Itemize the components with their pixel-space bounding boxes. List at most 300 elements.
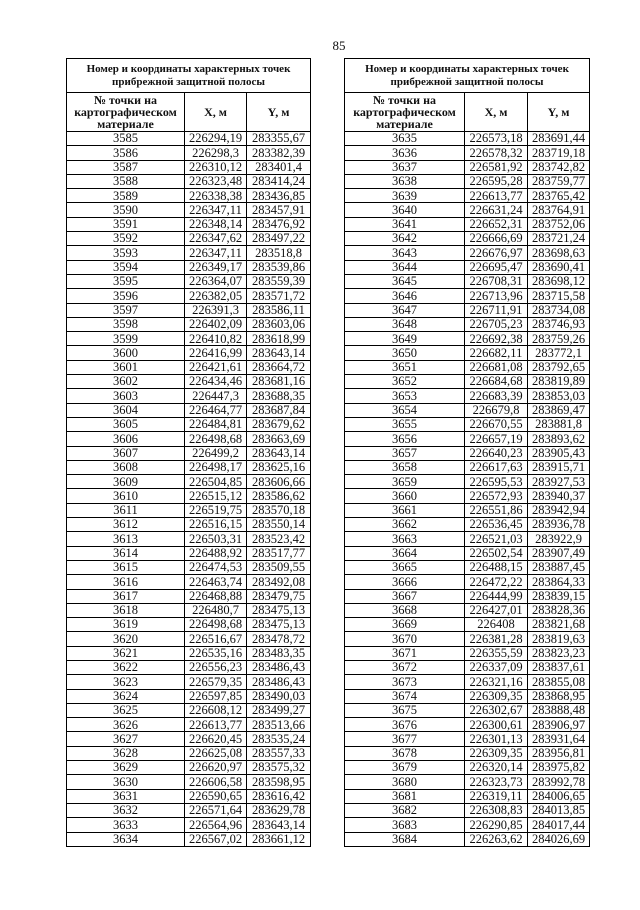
cell-x: 226347,62 bbox=[184, 232, 246, 245]
cell-x: 226347,11 bbox=[184, 246, 246, 259]
cell-y: 284026,69 bbox=[527, 833, 589, 846]
cell-x: 226447,3 bbox=[184, 389, 246, 402]
cell-point-number: 3639 bbox=[392, 189, 417, 203]
cell-y: 283837,61 bbox=[527, 661, 589, 674]
cell-y: 283881,8 bbox=[527, 418, 589, 431]
cell-point-number: 3611 bbox=[113, 503, 138, 518]
cell-point-number: 3588 bbox=[113, 174, 138, 189]
cell-x: 226320,14 bbox=[464, 761, 527, 774]
table-row bbox=[345, 603, 589, 617]
table-title bbox=[345, 59, 589, 92]
table-row bbox=[67, 760, 310, 774]
cell-x: 226349,17 bbox=[184, 261, 246, 274]
cell-y: 283492,08 bbox=[246, 575, 310, 588]
cell-y: 283931,64 bbox=[527, 732, 589, 745]
header-point-number-line: материале bbox=[376, 117, 433, 131]
cell-x: 226708,31 bbox=[464, 275, 527, 288]
cell-y: 283821,68 bbox=[527, 618, 589, 631]
cell-point-number: 3595 bbox=[113, 274, 138, 289]
cell-point-number: 3659 bbox=[392, 475, 417, 489]
cell-x: 226692,38 bbox=[464, 332, 527, 345]
cell-x: 226464,77 bbox=[184, 404, 246, 417]
table-row bbox=[67, 260, 310, 274]
cell-y: 283490,03 bbox=[246, 690, 310, 703]
cell-x: 226705,23 bbox=[464, 318, 527, 331]
table-row bbox=[67, 345, 310, 359]
table-row bbox=[345, 274, 589, 288]
cell-y: 283401,4 bbox=[246, 161, 310, 174]
cell-point-number: 3600 bbox=[113, 346, 138, 360]
cell-point-number: 3608 bbox=[113, 460, 138, 475]
cell-y: 283772,1 bbox=[527, 346, 589, 359]
table-row bbox=[345, 674, 589, 688]
cell-x: 226263,62 bbox=[464, 833, 527, 846]
cell-x: 226670,55 bbox=[464, 418, 527, 431]
cell-x: 226620,45 bbox=[184, 732, 246, 745]
cell-point-number: 3681 bbox=[392, 789, 417, 803]
cell-point-number: 3617 bbox=[113, 589, 138, 603]
table-row bbox=[345, 574, 589, 588]
table-row bbox=[345, 303, 589, 317]
cell-point-number: 3684 bbox=[392, 832, 417, 846]
table-row bbox=[345, 174, 589, 188]
table-row bbox=[345, 646, 589, 660]
cell-point-number: 3629 bbox=[113, 761, 138, 775]
cell-point-number: 3638 bbox=[392, 174, 417, 189]
cell-y: 283823,23 bbox=[527, 647, 589, 660]
header-x: X, м bbox=[184, 93, 246, 131]
cell-x: 226416,99 bbox=[184, 346, 246, 359]
header-y: Y, м bbox=[246, 93, 310, 131]
cell-y: 283509,55 bbox=[246, 561, 310, 574]
cell-x: 226408 bbox=[464, 618, 527, 631]
table-row bbox=[345, 774, 589, 788]
cell-point-number: 3604 bbox=[113, 403, 138, 417]
cell-point-number: 3642 bbox=[392, 232, 417, 246]
cell-x: 226337,09 bbox=[464, 661, 527, 674]
cell-point-number: 3586 bbox=[113, 146, 138, 160]
table-row bbox=[345, 145, 589, 159]
page-number: 85 bbox=[332, 38, 346, 53]
cell-point-number: 3619 bbox=[113, 618, 138, 632]
cell-point-number: 3630 bbox=[113, 775, 138, 789]
cell-y: 284013,85 bbox=[527, 804, 589, 817]
table-title-row bbox=[67, 59, 310, 92]
table-row bbox=[345, 660, 589, 674]
table-row bbox=[345, 217, 589, 231]
cell-point-number: 3596 bbox=[113, 289, 138, 303]
table-row bbox=[67, 431, 310, 445]
cell-y: 283893,62 bbox=[527, 432, 589, 445]
cell-x: 226521,03 bbox=[464, 532, 527, 545]
cell-point-number: 3603 bbox=[113, 389, 138, 403]
cell-point-number: 3598 bbox=[113, 317, 138, 332]
cell-y: 283661,12 bbox=[246, 833, 310, 846]
cell-y: 283616,42 bbox=[246, 790, 310, 803]
table-row bbox=[345, 832, 589, 846]
cell-y: 283586,11 bbox=[246, 304, 310, 317]
table-row bbox=[345, 689, 589, 703]
cell-y: 283575,32 bbox=[246, 761, 310, 774]
cell-point-number: 3624 bbox=[113, 689, 138, 703]
cell-point-number: 3620 bbox=[113, 632, 138, 646]
cell-y: 283557,33 bbox=[246, 747, 310, 760]
table-row bbox=[345, 517, 589, 531]
cell-y: 283486,43 bbox=[246, 675, 310, 688]
cell-y: 283663,69 bbox=[246, 432, 310, 445]
cell-x: 226676,97 bbox=[464, 246, 527, 259]
table-row bbox=[67, 789, 310, 803]
cell-y: 283382,39 bbox=[246, 146, 310, 159]
table-row bbox=[345, 260, 589, 274]
table-row bbox=[67, 503, 310, 517]
cell-y: 283956,81 bbox=[527, 747, 589, 760]
cell-point-number: 3591 bbox=[113, 217, 138, 232]
cell-x: 226573,18 bbox=[464, 132, 527, 145]
cell-x: 226556,23 bbox=[184, 661, 246, 674]
cell-point-number: 3666 bbox=[392, 575, 417, 589]
cell-point-number: 3667 bbox=[392, 589, 417, 603]
cell-y: 283687,84 bbox=[246, 404, 310, 417]
cell-point-number: 3664 bbox=[392, 546, 417, 560]
table-title-line: прибрежной защитной полосы bbox=[112, 75, 265, 88]
header-x: X, м bbox=[464, 93, 527, 131]
cell-x: 226472,22 bbox=[464, 575, 527, 588]
cell-y: 283664,72 bbox=[246, 361, 310, 374]
cell-y: 283476,92 bbox=[246, 218, 310, 231]
cell-point-number: 3647 bbox=[392, 303, 417, 317]
table-row bbox=[345, 589, 589, 603]
cell-y: 283940,37 bbox=[527, 489, 589, 502]
table-row bbox=[345, 631, 589, 645]
cell-point-number: 3599 bbox=[113, 332, 138, 346]
cell-x: 226683,39 bbox=[464, 389, 527, 402]
cell-x: 226595,28 bbox=[464, 175, 527, 188]
cell-point-number: 3674 bbox=[392, 689, 417, 703]
table-row bbox=[67, 603, 310, 617]
cell-y: 283839,15 bbox=[527, 590, 589, 603]
cell-x: 226402,09 bbox=[184, 318, 246, 331]
cell-x: 226640,23 bbox=[464, 447, 527, 460]
cell-point-number: 3609 bbox=[113, 475, 138, 489]
table-title-line: Номер и координаты характерных точек bbox=[86, 63, 291, 75]
cell-y: 283698,63 bbox=[527, 246, 589, 259]
cell-point-number: 3677 bbox=[392, 732, 417, 746]
cell-x: 226536,45 bbox=[464, 518, 527, 531]
cell-y: 283436,85 bbox=[246, 189, 310, 202]
table-row bbox=[67, 274, 310, 288]
cell-point-number: 3673 bbox=[392, 675, 417, 689]
cell-y: 283478,72 bbox=[246, 632, 310, 645]
table-row bbox=[345, 703, 589, 717]
cell-x: 226319,11 bbox=[464, 790, 527, 803]
cell-point-number: 3668 bbox=[392, 603, 417, 618]
cell-point-number: 3669 bbox=[392, 618, 417, 632]
cell-point-number: 3631 bbox=[113, 789, 138, 803]
cell-y: 283486,43 bbox=[246, 661, 310, 674]
cell-point-number: 3665 bbox=[392, 560, 417, 575]
cell-y: 283497,22 bbox=[246, 232, 310, 245]
cell-y: 283479,75 bbox=[246, 590, 310, 603]
table-row bbox=[345, 160, 589, 174]
cell-point-number: 3663 bbox=[392, 532, 417, 546]
table-row bbox=[345, 717, 589, 731]
cell-x: 226309,35 bbox=[464, 747, 527, 760]
cell-point-number: 3656 bbox=[392, 432, 417, 446]
cell-x: 226666,69 bbox=[464, 232, 527, 245]
table-header-row bbox=[67, 92, 310, 131]
cell-x: 226657,19 bbox=[464, 432, 527, 445]
table-row bbox=[67, 202, 310, 216]
cell-point-number: 3671 bbox=[392, 646, 417, 660]
cell-x: 226463,74 bbox=[184, 575, 246, 588]
cell-y: 283942,94 bbox=[527, 504, 589, 517]
table-row bbox=[345, 417, 589, 431]
table-row bbox=[345, 503, 589, 517]
cell-y: 283869,47 bbox=[527, 404, 589, 417]
table-row bbox=[67, 703, 310, 717]
cell-y: 283752,06 bbox=[527, 218, 589, 231]
table-row bbox=[67, 817, 310, 831]
cell-x: 226617,63 bbox=[464, 461, 527, 474]
table-row bbox=[67, 231, 310, 245]
cell-y: 283759,77 bbox=[527, 175, 589, 188]
cell-y: 283679,62 bbox=[246, 418, 310, 431]
table-row bbox=[67, 774, 310, 788]
cell-x: 226578,32 bbox=[464, 146, 527, 159]
cell-point-number: 3589 bbox=[113, 189, 138, 203]
header-point-number bbox=[67, 93, 184, 131]
table-row bbox=[345, 431, 589, 445]
table-row bbox=[67, 374, 310, 388]
cell-x: 226498,68 bbox=[184, 618, 246, 631]
cell-point-number: 3662 bbox=[392, 518, 417, 532]
cell-point-number: 3646 bbox=[392, 289, 417, 303]
cell-x: 226434,46 bbox=[184, 375, 246, 388]
cell-point-number: 3594 bbox=[113, 260, 138, 274]
table-row bbox=[345, 188, 589, 202]
table-row bbox=[67, 174, 310, 188]
cell-point-number: 3636 bbox=[392, 146, 417, 160]
cell-y: 283517,77 bbox=[246, 547, 310, 560]
table-row bbox=[345, 245, 589, 259]
cell-y: 284006,65 bbox=[527, 790, 589, 803]
cell-point-number: 3672 bbox=[392, 660, 417, 675]
table-row bbox=[345, 474, 589, 488]
table-title-row bbox=[345, 59, 589, 92]
table-row bbox=[67, 574, 310, 588]
table-row bbox=[67, 660, 310, 674]
cell-y: 283975,82 bbox=[527, 761, 589, 774]
cell-x: 226302,67 bbox=[464, 704, 527, 717]
cell-point-number: 3651 bbox=[392, 360, 417, 375]
cell-x: 226427,01 bbox=[464, 604, 527, 617]
cell-x: 226551,86 bbox=[464, 504, 527, 517]
cell-point-number: 3585 bbox=[113, 132, 138, 146]
cell-x: 226323,73 bbox=[464, 775, 527, 788]
cell-x: 226321,16 bbox=[464, 675, 527, 688]
table-row bbox=[345, 488, 589, 502]
cell-y: 283927,53 bbox=[527, 475, 589, 488]
cell-point-number: 3652 bbox=[392, 375, 417, 389]
table-row bbox=[67, 589, 310, 603]
cell-y: 283715,58 bbox=[527, 289, 589, 302]
cell-point-number: 3612 bbox=[113, 518, 138, 532]
cell-point-number: 3649 bbox=[392, 332, 417, 346]
cell-y: 283746,93 bbox=[527, 318, 589, 331]
cell-point-number: 3644 bbox=[392, 260, 417, 274]
cell-point-number: 3623 bbox=[113, 675, 138, 689]
table-row bbox=[67, 717, 310, 731]
cell-y: 283598,95 bbox=[246, 775, 310, 788]
header-y: Y, м bbox=[527, 93, 589, 131]
cell-point-number: 3675 bbox=[392, 703, 417, 718]
cell-x: 226347,11 bbox=[184, 203, 246, 216]
cell-x: 226682,11 bbox=[464, 346, 527, 359]
cell-x: 226567,02 bbox=[184, 833, 246, 846]
cell-point-number: 3592 bbox=[113, 232, 138, 246]
cell-x: 226572,93 bbox=[464, 489, 527, 502]
table-row bbox=[345, 731, 589, 745]
cell-x: 226620,97 bbox=[184, 761, 246, 774]
cell-x: 226652,31 bbox=[464, 218, 527, 231]
cell-point-number: 3635 bbox=[392, 132, 417, 146]
cell-y: 283792,65 bbox=[527, 361, 589, 374]
table-row bbox=[67, 331, 310, 345]
cell-x: 226597,85 bbox=[184, 690, 246, 703]
cell-y: 283819,89 bbox=[527, 375, 589, 388]
table-row bbox=[67, 560, 310, 574]
cell-y: 283742,82 bbox=[527, 161, 589, 174]
cell-point-number: 3633 bbox=[113, 818, 138, 832]
cell-y: 284017,44 bbox=[527, 818, 589, 831]
cell-x: 226695,47 bbox=[464, 261, 527, 274]
cell-point-number: 3625 bbox=[113, 703, 138, 718]
table-row bbox=[345, 546, 589, 560]
cell-x: 226382,05 bbox=[184, 289, 246, 302]
cell-y: 283603,06 bbox=[246, 318, 310, 331]
cell-point-number: 3653 bbox=[392, 389, 417, 403]
table-row bbox=[67, 546, 310, 560]
cell-y: 283513,66 bbox=[246, 718, 310, 731]
table-row bbox=[67, 303, 310, 317]
cell-x: 226290,85 bbox=[464, 818, 527, 831]
table-row bbox=[67, 317, 310, 331]
cell-y: 283853,03 bbox=[527, 389, 589, 402]
cell-x: 226595,53 bbox=[464, 475, 527, 488]
cell-x: 226499,2 bbox=[184, 447, 246, 460]
cell-y: 283868,95 bbox=[527, 690, 589, 703]
header-point-number-line: № точки на bbox=[373, 93, 436, 107]
cell-point-number: 3621 bbox=[113, 646, 138, 660]
cell-y: 283907,49 bbox=[527, 547, 589, 560]
table-row bbox=[345, 317, 589, 331]
table-row bbox=[67, 674, 310, 688]
table-row bbox=[67, 145, 310, 159]
cell-point-number: 3679 bbox=[392, 761, 417, 775]
cell-point-number: 3605 bbox=[113, 417, 138, 432]
cell-point-number: 3657 bbox=[392, 446, 417, 460]
table-row bbox=[67, 388, 310, 402]
table-row bbox=[345, 460, 589, 474]
cell-x: 226498,17 bbox=[184, 461, 246, 474]
cell-x: 226298,3 bbox=[184, 146, 246, 159]
cell-x: 226516,67 bbox=[184, 632, 246, 645]
cell-x: 226498,68 bbox=[184, 432, 246, 445]
cell-x: 226581,92 bbox=[464, 161, 527, 174]
table-title-line: Номер и координаты характерных точек bbox=[365, 63, 569, 75]
cell-point-number: 3655 bbox=[392, 417, 417, 432]
table-row bbox=[345, 446, 589, 460]
cell-point-number: 3641 bbox=[392, 217, 417, 232]
cell-y: 283734,08 bbox=[527, 304, 589, 317]
table-row bbox=[67, 617, 310, 631]
cell-x: 226444,99 bbox=[464, 590, 527, 603]
cell-x: 226571,64 bbox=[184, 804, 246, 817]
table-row bbox=[67, 460, 310, 474]
table-row bbox=[345, 403, 589, 417]
cell-x: 226590,65 bbox=[184, 790, 246, 803]
cell-y: 283691,44 bbox=[527, 132, 589, 145]
cell-x: 226484,81 bbox=[184, 418, 246, 431]
table-row bbox=[67, 188, 310, 202]
cell-y: 283355,67 bbox=[246, 132, 310, 145]
header-point-number-line: картографическом bbox=[353, 105, 456, 119]
cell-point-number: 3661 bbox=[392, 503, 417, 518]
cell-y: 283759,26 bbox=[527, 332, 589, 345]
cell-y: 283765,42 bbox=[527, 189, 589, 202]
table-row bbox=[345, 202, 589, 216]
cell-x: 226503,31 bbox=[184, 532, 246, 545]
table-row bbox=[67, 474, 310, 488]
cell-point-number: 3614 bbox=[113, 546, 138, 560]
table-row bbox=[345, 560, 589, 574]
table-body bbox=[67, 131, 310, 846]
table-row bbox=[345, 345, 589, 359]
cell-y: 283535,24 bbox=[246, 732, 310, 745]
table-row bbox=[67, 746, 310, 760]
cell-y: 283629,78 bbox=[246, 804, 310, 817]
cell-y: 283571,72 bbox=[246, 289, 310, 302]
table-row bbox=[67, 832, 310, 846]
table-row bbox=[67, 517, 310, 531]
coordinates-table-left bbox=[66, 58, 311, 847]
cell-y: 283523,42 bbox=[246, 532, 310, 545]
table-row bbox=[345, 288, 589, 302]
cell-y: 283559,39 bbox=[246, 275, 310, 288]
cell-y: 283457,91 bbox=[246, 203, 310, 216]
cell-x: 226468,88 bbox=[184, 590, 246, 603]
cell-y: 283550,14 bbox=[246, 518, 310, 531]
cell-x: 226308,83 bbox=[464, 804, 527, 817]
cell-x: 226713,96 bbox=[464, 289, 527, 302]
cell-point-number: 3660 bbox=[392, 489, 417, 503]
table-row bbox=[345, 817, 589, 831]
cell-x: 226480,7 bbox=[184, 604, 246, 617]
table-row bbox=[67, 803, 310, 817]
cell-point-number: 3610 bbox=[113, 489, 138, 503]
table-row bbox=[345, 131, 589, 145]
cell-y: 283539,86 bbox=[246, 261, 310, 274]
table-header-row bbox=[345, 92, 589, 131]
table-title-line: прибрежной защитной полосы bbox=[390, 75, 544, 88]
cell-point-number: 3643 bbox=[392, 246, 417, 260]
cell-point-number: 3678 bbox=[392, 746, 417, 761]
cell-y: 283625,16 bbox=[246, 461, 310, 474]
cell-point-number: 3632 bbox=[113, 803, 138, 818]
table-row bbox=[345, 331, 589, 345]
cell-x: 226625,08 bbox=[184, 747, 246, 760]
